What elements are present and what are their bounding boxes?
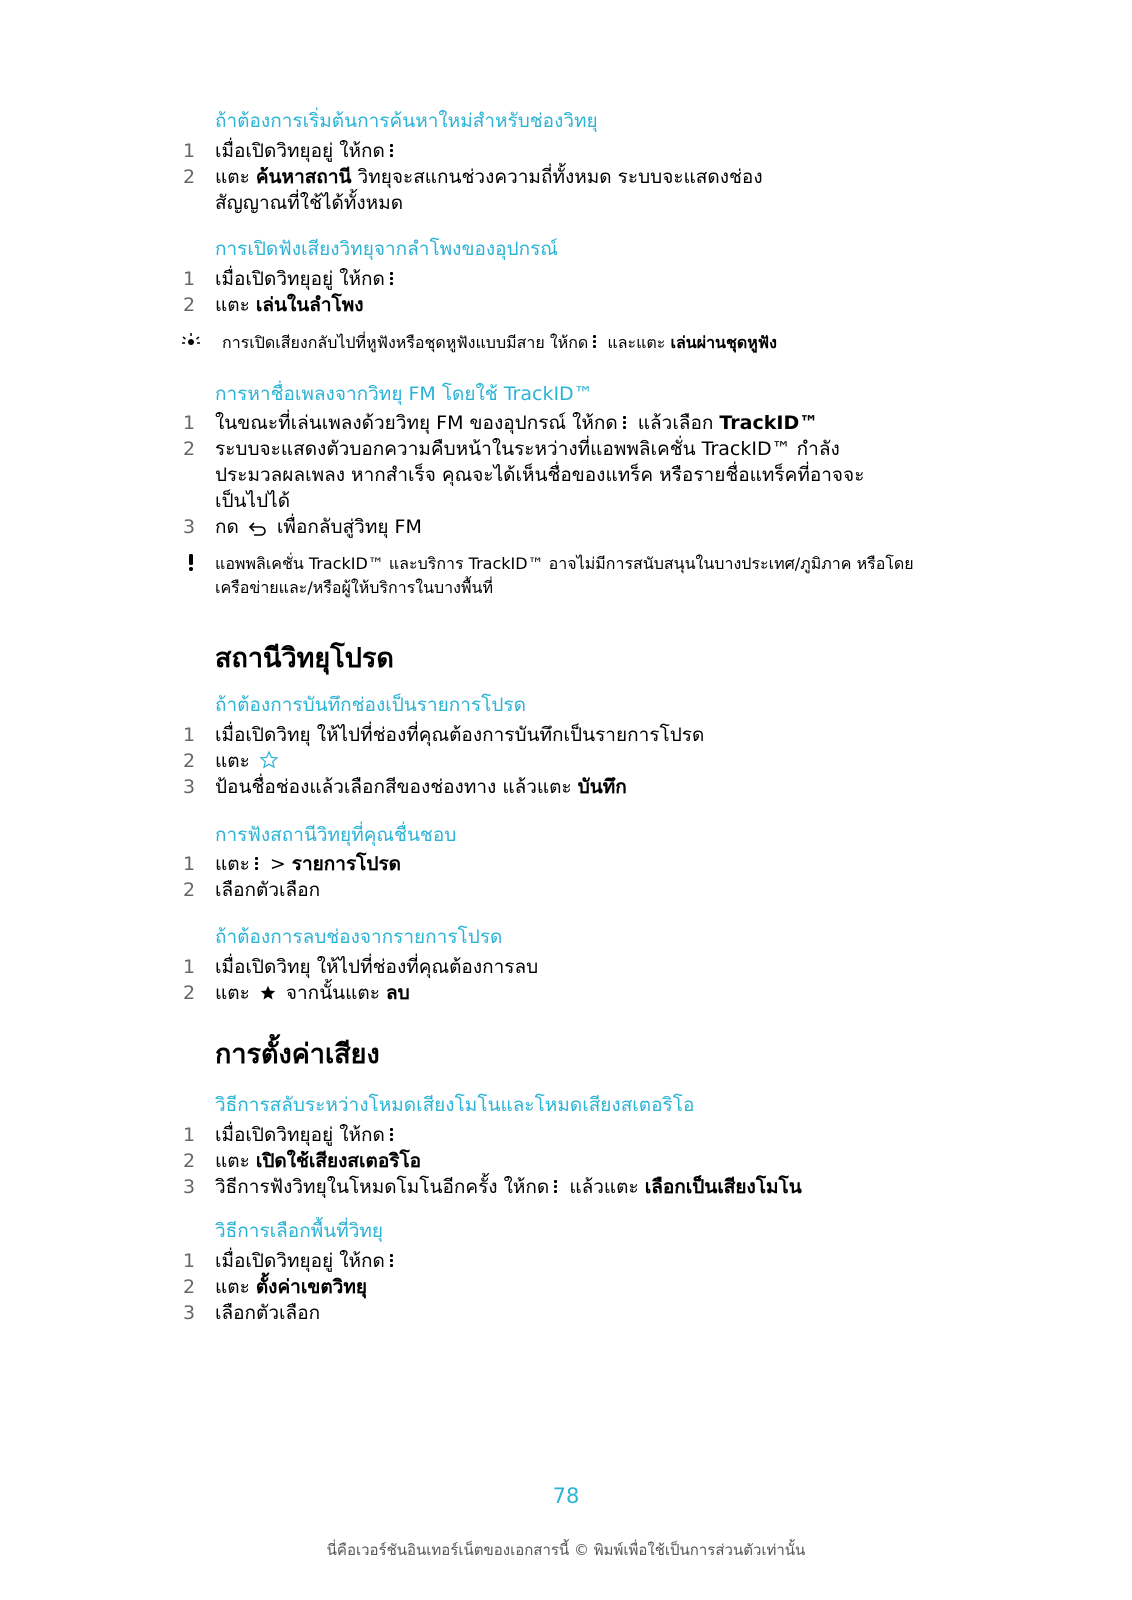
- menu-icon: [388, 269, 396, 287]
- step-number: 1: [183, 412, 196, 434]
- menu-icon: [253, 854, 261, 872]
- step-text: กด: [215, 516, 239, 538]
- subheading-radio-region: วิธีการเลือกพื้นที่วิทยุ: [215, 1220, 384, 1242]
- menu-icon: [388, 141, 396, 159]
- step-number: 3: [183, 1176, 196, 1198]
- step-text: ระบบจะแสดงตัวบอกความคืบหน้าในระหว่างที่แอพพลิเคชั่น TrackID™ กำลังประมวลผลเพลง หากสำเร็จ คุณจะได้เห็นชื่อของแทร็ค หรือรายชื่อแทร็คที่อาจจะเป็นไปได้: [215, 438, 865, 512]
- subheading-speaker: การเปิดฟังเสียงวิทยุจากลำโพงของอุปกรณ์: [215, 238, 558, 260]
- subheading-new-search: ถ้าต้องการเริ่มต้นการค้นหาใหม่สำหรับช่องวิทยุ: [215, 110, 598, 132]
- step-number: 1: [183, 1124, 196, 1146]
- step-number: 2: [183, 1150, 196, 1172]
- step-text: เมื่อเปิดวิทยุอยู่ ให้กด: [215, 1250, 385, 1272]
- select-mono-label: เลือกเป็นเสียงโมโน: [644, 1176, 802, 1198]
- subheading-remove-favorite: ถ้าต้องการลบช่องจากรายการโปรด: [215, 926, 503, 948]
- heading-sound-settings: การตั้งค่าเสียง: [215, 1039, 380, 1070]
- step-text: แล้วแตะ: [563, 1176, 645, 1198]
- step-number: 2: [183, 1276, 196, 1298]
- play-headset-label: เล่นผ่านชุดหูฟัง: [670, 333, 777, 352]
- step-text: แตะ: [215, 1276, 256, 1298]
- step-text: แตะ: [215, 982, 250, 1004]
- warning-exclamation-icon: [181, 553, 201, 573]
- star-outline-icon: [259, 750, 279, 770]
- step-number: 1: [183, 724, 196, 746]
- subheading-trackid: การหาชื่อเพลงจากวิทยุ FM โดยใช้ TrackID™: [215, 383, 593, 405]
- step-text: เมื่อเปิดวิทยุอยู่ ให้กด: [215, 268, 385, 290]
- subheading-save-favorite: ถ้าต้องการบันทึกช่องเป็นรายการโปรด: [215, 694, 526, 716]
- step-text: เลือกตัวเลือก: [215, 1302, 321, 1324]
- back-icon: [248, 520, 268, 536]
- step-text: แตะ: [215, 1150, 256, 1172]
- page-number: 78: [552, 1484, 580, 1508]
- search-stations-label: ค้นหาสถานี: [255, 166, 352, 188]
- heading-favorites: สถานีวิทยุโปรด: [215, 643, 394, 674]
- menu-icon: [552, 1177, 560, 1195]
- step-text: เมื่อเปิดวิทยุ ให้ไปที่ช่องที่คุณต้องการลบ: [215, 956, 539, 978]
- play-speaker-label: เล่นในลำโพง: [255, 294, 364, 316]
- step-number: 2: [183, 750, 196, 772]
- step-text: วิธีการฟังวิทยุในโหมดโมโนอีกครั้ง ให้กด: [215, 1176, 550, 1198]
- step-number: 2: [183, 982, 196, 1004]
- step-number: 2: [183, 879, 196, 901]
- menu-icon: [388, 1125, 396, 1143]
- step-text: เมื่อเปิดวิทยุ ให้ไปที่ช่องที่คุณต้องการบันทึกเป็นรายการโปรด: [215, 724, 705, 746]
- menu-icon: [591, 332, 599, 350]
- step-text: แตะ: [215, 853, 250, 875]
- favorites-label: รายการโปรด: [291, 853, 401, 875]
- subheading-mono-stereo: วิธีการสลับระหว่างโหมดเสียงโมโนและโหมดเสียงสเตอริโอ: [215, 1094, 695, 1116]
- step-text: ในขณะที่เล่นเพลงด้วยวิทยุ FM ของอุปกรณ์ ให้กด: [215, 412, 618, 434]
- step-number: 2: [183, 438, 196, 460]
- set-radio-region-label: ตั้งค่าเขตวิทยุ: [255, 1276, 367, 1298]
- footer-note: นี่คือเวอร์ชันอินเทอร์เน็ตของเอกสารนี้ © พิมพ์เพื่อใช้เป็นการส่วนตัวเท่านั้น: [326, 1541, 806, 1559]
- step-text: ป้อนชื่อช่องแล้วเลือกสีของช่องทาง แล้วแตะ: [215, 776, 578, 798]
- menu-icon: [388, 1251, 396, 1269]
- step-text: >: [263, 853, 292, 875]
- step-text: เลือกตัวเลือก: [215, 879, 321, 901]
- step-number: 1: [183, 140, 196, 162]
- step-number: 3: [183, 1302, 196, 1324]
- tip-text: การเปิดเสียงกลับไปที่หูฟังหรือชุดหูฟังแบบมีสาย ให้กด: [222, 333, 589, 352]
- step-text: เพื่อกลับสู่วิทยุ FM: [270, 516, 422, 538]
- menu-icon: [621, 413, 629, 431]
- step-text: แตะ: [215, 166, 256, 188]
- tip-lightbulb-icon: [181, 332, 201, 352]
- step-text: แตะ: [215, 294, 256, 316]
- step-number: 1: [183, 1250, 196, 1272]
- tip-text: และแตะ: [602, 333, 671, 352]
- step-number: 1: [183, 853, 196, 875]
- step-text: จากนั้นแตะ: [279, 982, 386, 1004]
- step-text: แตะ: [215, 750, 250, 772]
- trackid-label: TrackID™: [719, 412, 819, 434]
- subheading-listen-favorite: การฟังสถานีวิทยุที่คุณชื่นชอบ: [215, 824, 457, 846]
- step-number: 1: [183, 268, 196, 290]
- step-number: 2: [183, 166, 196, 188]
- step-number: 3: [183, 776, 196, 798]
- step-number: 2: [183, 294, 196, 316]
- step-number: 1: [183, 956, 196, 978]
- step-number: 3: [183, 516, 196, 538]
- step-text: เมื่อเปิดวิทยุอยู่ ให้กด: [215, 140, 385, 162]
- step-text: แล้วเลือก: [631, 412, 720, 434]
- warning-text: แอพพลิเคชั่น TrackID™ และบริการ TrackID™ อาจไม่มีการสนับสนุนในบางประเทศ/ภูมิภาค หรือโดยเครือข่ายและ/หรือผู้ให้บริการในบางพื้นที่: [215, 554, 914, 597]
- save-label: บันทึก: [577, 776, 627, 798]
- enable-stereo-label: เปิดใช้เสียงสเตอริโอ: [255, 1150, 422, 1172]
- star-filled-icon: [259, 984, 277, 1002]
- delete-label: ลบ: [386, 982, 410, 1004]
- step-text: วิทยุจะสแกนช่วงความถี่ทั้งหมด ระบบจะแสดงช่องสัญญาณที่ใช้ได้ทั้งหมด: [215, 166, 763, 214]
- step-text: เมื่อเปิดวิทยุอยู่ ให้กด: [215, 1124, 385, 1146]
